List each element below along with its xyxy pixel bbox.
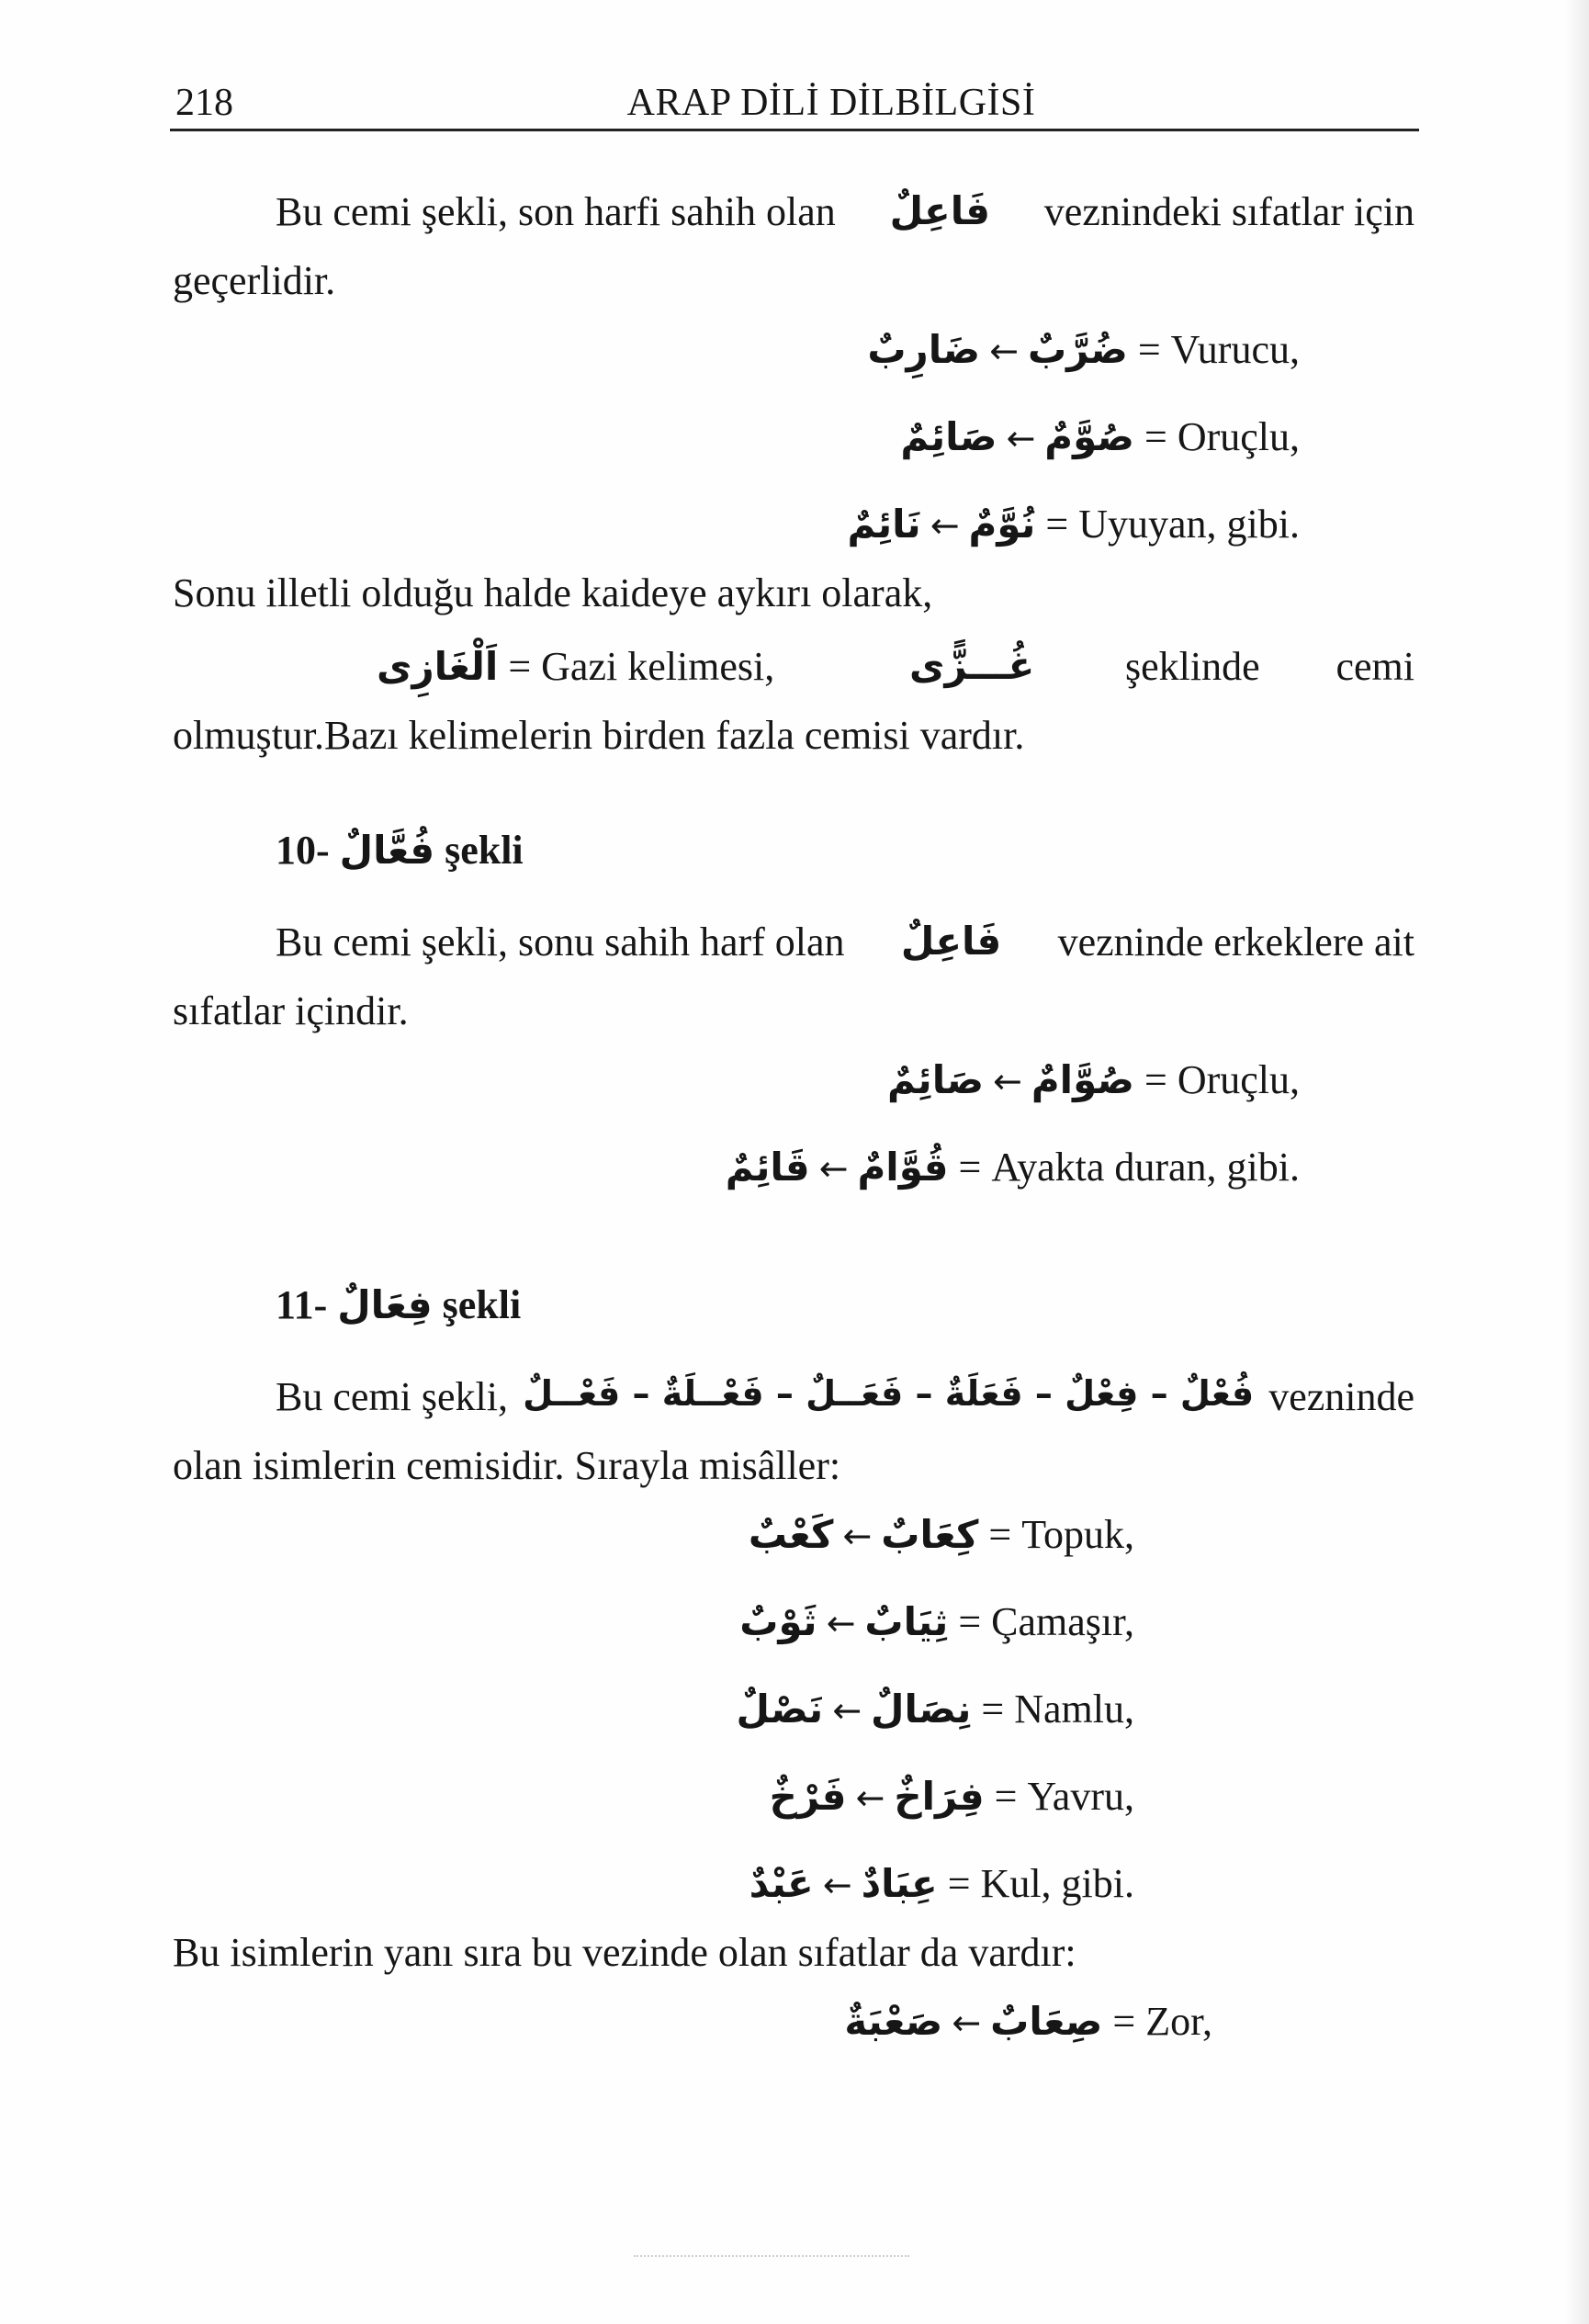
example-row [749, 1511, 1134, 1560]
section-number: 11- [276, 1282, 328, 1327]
exception-word-1: şeklinde [1125, 644, 1260, 689]
section-11-heading [276, 1281, 521, 1330]
arrow-icon: ← [930, 505, 960, 546]
example-row [726, 1144, 1300, 1192]
exception-meaning: = Gazi kelimesi, [508, 644, 775, 689]
example-plural: كِعَابٌ [881, 1512, 979, 1557]
example-singular: كَعْبٌ [748, 1512, 834, 1557]
section-11-text-b: vezninde [1268, 1374, 1414, 1419]
page-header [170, 72, 1419, 131]
example-meaning: = Zor, [1112, 1999, 1212, 2044]
example-singular: صَائِمٌ [900, 414, 997, 459]
section-11-text-a: Bu cemi şekli, [276, 1374, 508, 1419]
example-row [844, 1998, 1212, 2047]
example-plural: نِصَالٌ [871, 1687, 972, 1732]
arrow-icon: ← [855, 1777, 885, 1818]
section-11-paragraph-line-2: olan isimlerin cemisidir. Sırayla misâller: [173, 1443, 841, 1488]
example-singular: ثَوْبٌ [739, 1599, 817, 1644]
example-meaning: = Ayakta duran, gibi. [958, 1145, 1300, 1190]
section-10-paragraph-line-2: sıfatlar içindir. [173, 988, 409, 1033]
example-meaning: = Namlu, [981, 1687, 1134, 1732]
example-meaning: = Çamaşır, [958, 1599, 1134, 1644]
arrow-icon: ← [822, 1865, 852, 1905]
scan-speckle [634, 2255, 909, 2259]
scan-edge-shade [1565, 0, 1589, 2324]
example-plural: صُوَّامٌ [1031, 1057, 1134, 1102]
arrow-icon: ← [826, 1603, 856, 1643]
arrow-icon: ← [818, 1148, 849, 1189]
section-10-text-b: vezninde erkeklere ait [1057, 919, 1414, 965]
section-word: şekli [442, 1282, 522, 1327]
example-plural: عِبَادٌ [861, 1861, 938, 1906]
section-10-paragraph-line-1 [276, 919, 1414, 967]
section-10-heading [276, 827, 524, 875]
example-singular: صَعْبَةٌ [844, 1999, 943, 2044]
example-singular: عَبْدٌ [749, 1861, 814, 1906]
example-meaning: = Topuk, [988, 1512, 1134, 1557]
example-meaning: = Oruçlu, [1144, 414, 1300, 459]
exception-line: Sonu illetli olduğu halde kaideye aykırı olarak, [173, 570, 933, 615]
example-meaning: = Yavru, [994, 1774, 1134, 1819]
exception-arabic-plural: غُـــزًّى [909, 643, 1035, 688]
example-plural: ثِيَابٌ [864, 1599, 949, 1644]
example-meaning: = Oruçlu, [1144, 1057, 1300, 1102]
page-number: 218 [175, 82, 233, 124]
example-meaning: = Kul, gibi. [947, 1861, 1134, 1906]
exception-end-line: olmuştur.Bazı kelimelerin birden fazla cemisi vardır. [173, 713, 1025, 758]
example-plural: نُوَّمٌ [968, 502, 1036, 547]
example-row [749, 1860, 1134, 1909]
section-pattern: فُعَّالٌ [339, 828, 435, 873]
section-11-arabic-patterns: فُعْلٌ – فِعْلٌ – فَعَلَةٌ – فَعَــلٌ – فَعْــلَةٌ – فَعْــلٌ [523, 1373, 1255, 1414]
example-plural: صُوَّمٌ [1044, 414, 1134, 459]
intro-paragraph-line-1 [276, 188, 1414, 237]
example-plural: ضُرَّبٌ [1027, 327, 1128, 372]
example-row [737, 1686, 1134, 1734]
example-singular: صَائِمٌ [886, 1057, 985, 1102]
example-plural: فِرَاخٌ [894, 1774, 985, 1819]
intro-text-b: veznindeki sıfatlar için [1043, 189, 1414, 234]
example-singular: نَصْلٌ [736, 1687, 824, 1732]
adjectives-line: Bu isimlerin yanı sıra bu vezinde olan sıfatlar da vardır: [173, 1930, 1076, 1975]
running-title: ARAP DİLİ DİLBİLGİSİ [626, 82, 1036, 124]
example-singular: فَرْخٌ [769, 1774, 847, 1819]
section-number: 10- [276, 828, 330, 873]
example-row [739, 1598, 1134, 1647]
intro-arabic-pattern: فَاعِلٌ [889, 188, 991, 233]
example-plural: صِعَابٌ [990, 1999, 1103, 2044]
arrow-icon: ← [993, 1061, 1022, 1101]
arrow-icon: ← [832, 1690, 862, 1731]
section-10-arabic-pattern: فَاعِلٌ [900, 919, 1002, 964]
example-meaning: = Uyuyan, gibi. [1045, 502, 1300, 547]
arrow-icon: ← [842, 1516, 873, 1556]
example-plural: قُوَّامٌ [857, 1145, 949, 1190]
example-row [847, 501, 1300, 549]
arrow-icon: ← [1006, 418, 1036, 458]
example-meaning: = Vurucu, [1137, 327, 1300, 372]
example-row [887, 1056, 1300, 1105]
example-singular: نَائِمٌ [847, 502, 921, 547]
example-singular: ضَارِبٌ [867, 327, 981, 372]
section-10-text-a: Bu cemi şekli, sonu sahih harf olan [276, 919, 845, 965]
arrow-icon: ← [952, 2002, 982, 2043]
exception-word-2: cemi [1335, 644, 1414, 689]
arrow-icon: ← [989, 331, 1019, 371]
section-word: şekli [445, 828, 524, 873]
intro-paragraph-line-2: geçerlidir. [173, 258, 336, 303]
section-11-paragraph-line-1 [276, 1373, 1414, 1422]
intro-text-a: Bu cemi şekli, son harfi sahih olan [276, 189, 836, 234]
example-row [867, 326, 1300, 375]
section-pattern: فِعَالٌ [337, 1282, 433, 1327]
exception-example-line [377, 643, 1414, 698]
example-row [770, 1773, 1134, 1822]
example-row [900, 413, 1300, 462]
exception-arabic-word: اَلْغَازِى [377, 644, 499, 689]
example-singular: قَائِمٌ [725, 1145, 810, 1190]
